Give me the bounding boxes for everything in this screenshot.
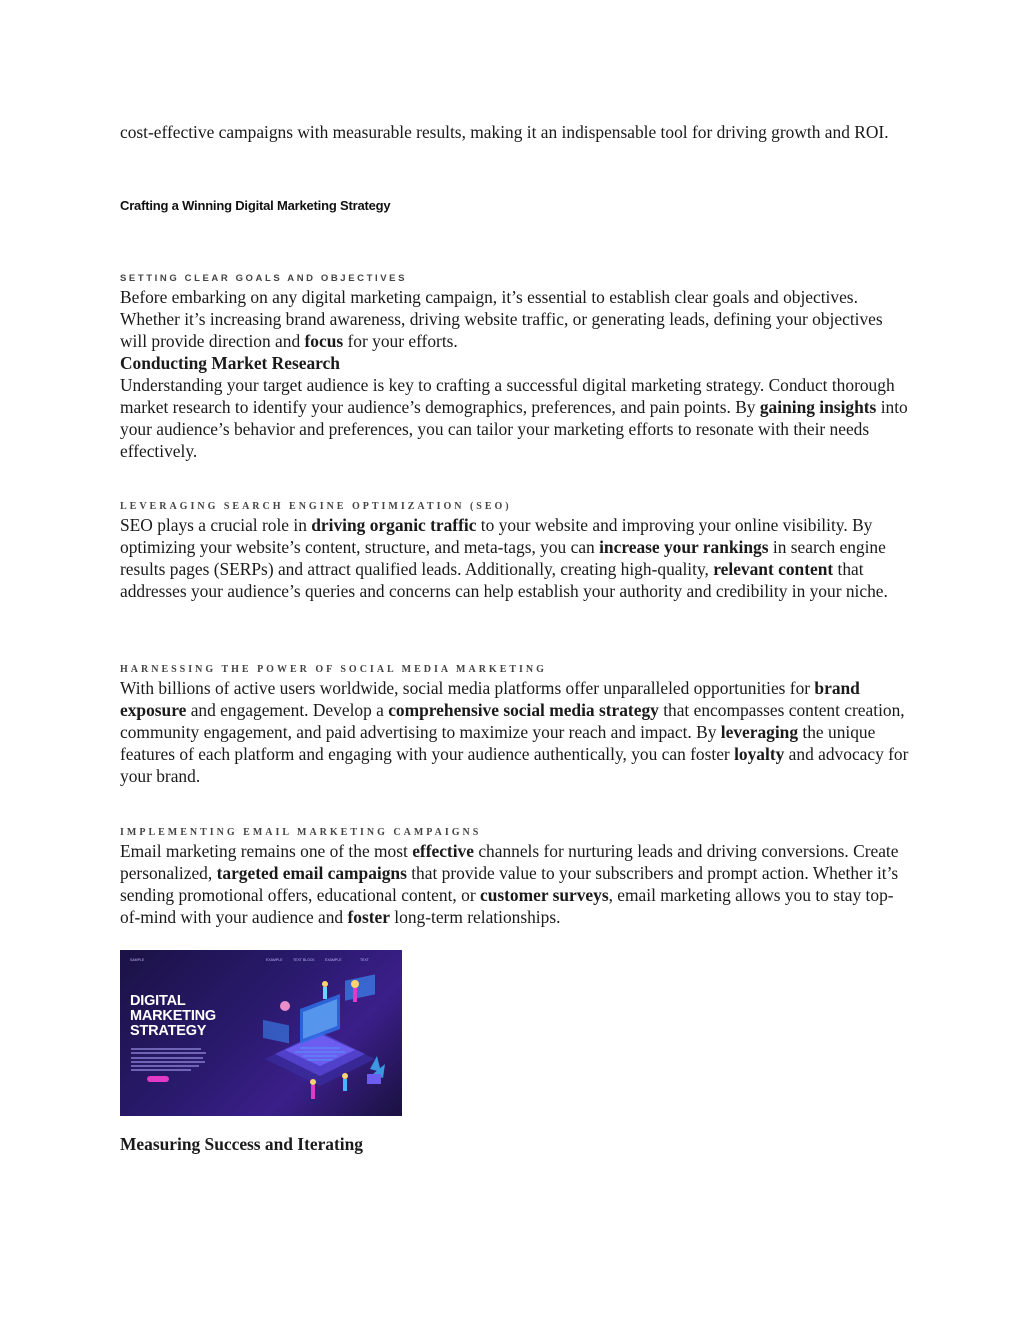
bold-gaining-insights: gaining insights (759, 397, 877, 417)
intro-paragraph: cost-effective campaigns with measurable results, making it an indispensable tool for driving growth and ROI. (120, 122, 889, 142)
seo-kicker: LEVERAGING SEARCH ENGINE OPTIMIZATION (SEO) (120, 501, 512, 512)
hero-title: DIGITAL MARKETING STRATEGY (130, 993, 217, 1039)
social-section (120, 663, 910, 787)
email-section (120, 826, 910, 928)
social-kicker: HARNESSING THE POWER OF SOCIAL MEDIA MARKETING (120, 664, 547, 675)
section-heading-crafting: Crafting a Winning Digital Marketing Strategy (120, 198, 391, 213)
goals-paragraph: Before embarking on any digital marketing campaign, it’s essential to establish clear goals and objectives. Whether it’s increasing brand awareness, driving website traffic, or generating leads, defining your objectives will provide direction and focus for your efforts. (120, 287, 883, 351)
hero-nav-logo: SAMPLE (130, 958, 145, 962)
email-kicker: IMPLEMENTING EMAIL MARKETING CAMPAIGNS (120, 827, 482, 838)
bold-focus: focus (304, 331, 344, 351)
seo-section (120, 500, 910, 602)
email-paragraph: Email marketing remains one of the most effective channels for nurturing leads and driving conversions. Create personalized, targeted email campaigns that provide value to your subscribers and prompt action. Whether it’s sending promotional offers, educational content, or customer surveys, email marketing allows you to stay top-of-mind with your audience and foster long-term relationships. (120, 841, 899, 927)
goals-section (120, 272, 910, 462)
digital-marketing-strategy-image (120, 950, 402, 1116)
seo-paragraph: SEO plays a crucial role in driving organic traffic to your website and improving your online visibility. By optimizing your website’s content, structure, and meta-tags, you can increase your rankings in search engine results pages (SERPs) and attract qualified leads. Additionally, creating high-quality, relevant content that addresses your audience’s queries and concerns can help establish your authority and credibility in your niche. (120, 515, 888, 601)
social-paragraph: With billions of active users worldwide, social media platforms offer unparalleled opportunities for brand exposure and engagement. Develop a comprehensive social media strategy that encompasses content creation, community engagement, and paid advertising to maximize your reach and impact. By leveraging the unique features of each platform and engaging with your audience authentically, you can foster loyalty and advocacy for your brand. (120, 678, 909, 786)
goals-kicker: SETTING CLEAR GOALS AND OBJECTIVES (120, 273, 408, 284)
market-research-heading: Conducting Market Research (120, 353, 340, 373)
hero-button (147, 1076, 169, 1082)
isometric-illustration (245, 964, 395, 1114)
hero-nav: SAMPLE EXAMPLE TEXT BLOCK EXAMPLE TEXT (130, 958, 369, 962)
measuring-success-heading: Measuring Success and Iterating (120, 1134, 363, 1154)
market-paragraph: Understanding your target audience is key to crafting a successful digital marketing strategy. Conduct thorough market research to identify your audience’s demographics, preferences, and pain points. By gaining insights into your audience’s behavior and preferences, you can tailor your marketing efforts to resonate with their needs effectively. (120, 375, 908, 461)
hero-body-lines (131, 1048, 206, 1074)
